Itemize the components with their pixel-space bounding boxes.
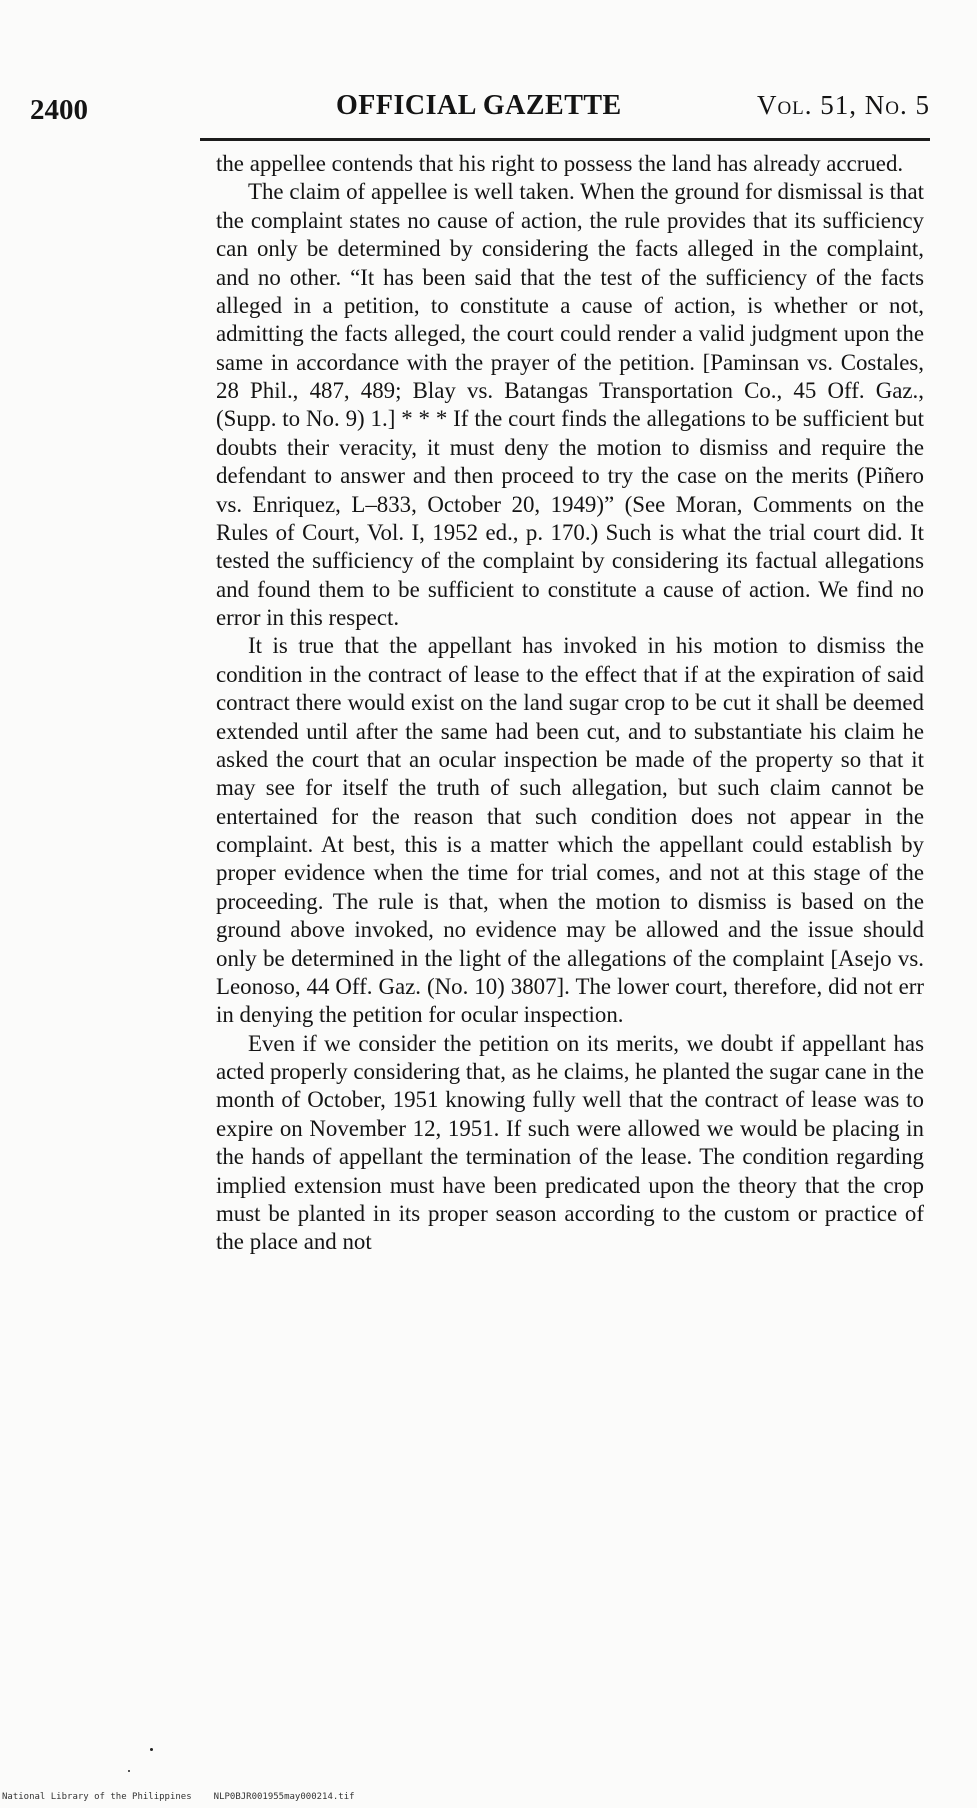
paragraph-3: It is true that the appellant has invoked in his motion to dismiss the condition in the contract of lease to the effect that if at the expiration of said contract there would exist on the land sugar crop to be cut it shall be deemed extended until after the same had been cut, and to substantiate his claim he asked the court that an ocular inspection be made of the property so that it may see for itself the truth of such allegation, but such claim cannot be entertained for the reason that such condition does not appear in the complaint. At best, this is a matter which the appellant could establish by proper evidence when the time for trial comes, and not at this stage of the proceeding. The rule is that, when the motion to dismiss is based on the ground above invoked, no evidence may be allowed and the issue should only be determined in the light of the allegations of the complaint [Asejo vs. Leonoso, 44 Off. Gaz. (No. 10) 3807]. The lower court, therefore, did not err in denying the petition for ocular inspection. [216, 633, 924, 1028]
header-rule [200, 138, 930, 141]
scan-speck [150, 1748, 153, 1751]
scan-footer [2, 1792, 355, 1802]
page-header [30, 88, 930, 128]
volume-issue: Vol. 51, No. 5 [756, 90, 930, 120]
running-title: OFFICIAL GAZETTE [336, 90, 622, 121]
scan-speck [128, 1770, 130, 1772]
paragraph-4: Even if we consider the petition on its merits, we doubt if appellant has acted properly considering that, as he claims, he planted the sugar cane in the month of October, 1951 knowing fully well that the contract of lease was to expire on November 12, 1951. If such were allowed we would be placing in the hands of appellant the termination of the lease. The condition regarding implied extension must have been predicated upon the theory that the crop must be planted in its proper season according to the custom or practice of the place and not [216, 1030, 924, 1255]
paragraph-2: The claim of appellee is well taken. When the ground for dismissal is that the complaint states no cause of action, the rule provides that its sufficiency can only be determined by considering the facts alleged in the complaint, and no other. “It has been said that the test of the sufficiency of the facts alleged in a petition, to constitute a cause of action, is whether or not, admitting the facts alleged, the court could render a valid judgment upon the same in accordance with the prayer of the petition. [Paminsan vs. Costales, 28 Phil., 487, 489; Blay vs. Batangas Transportation Co., 45 Off. Gaz., (Supp. to No. 9) 1.] * * * If the court finds the allegations to be sufficient but doubts their veracity, it must deny the motion to dismiss and require the defendant to answer and then proceed to try the case on the merits (Piñero vs. Enriquez, L–833, October 20, 1949)” (See Moran, Comments on the Rules of Court, Vol. I, 1952 ed., p. 170.) Such is what the trial court did. It tested the sufficiency of the complaint by considering its factual allegations and found them to be sufficient to constitute a cause of action. We find no error in this respect. [216, 179, 924, 630]
paragraph-1: the appellee contends that his right to possess the land has already accrued. [216, 151, 904, 176]
body-text [216, 150, 924, 1257]
page-number: 2400 [30, 94, 88, 126]
scan-filename: NLP0BJR001955may000214.tif [213, 1792, 355, 1802]
library-credit: National Library of the Philippines [2, 1792, 192, 1802]
